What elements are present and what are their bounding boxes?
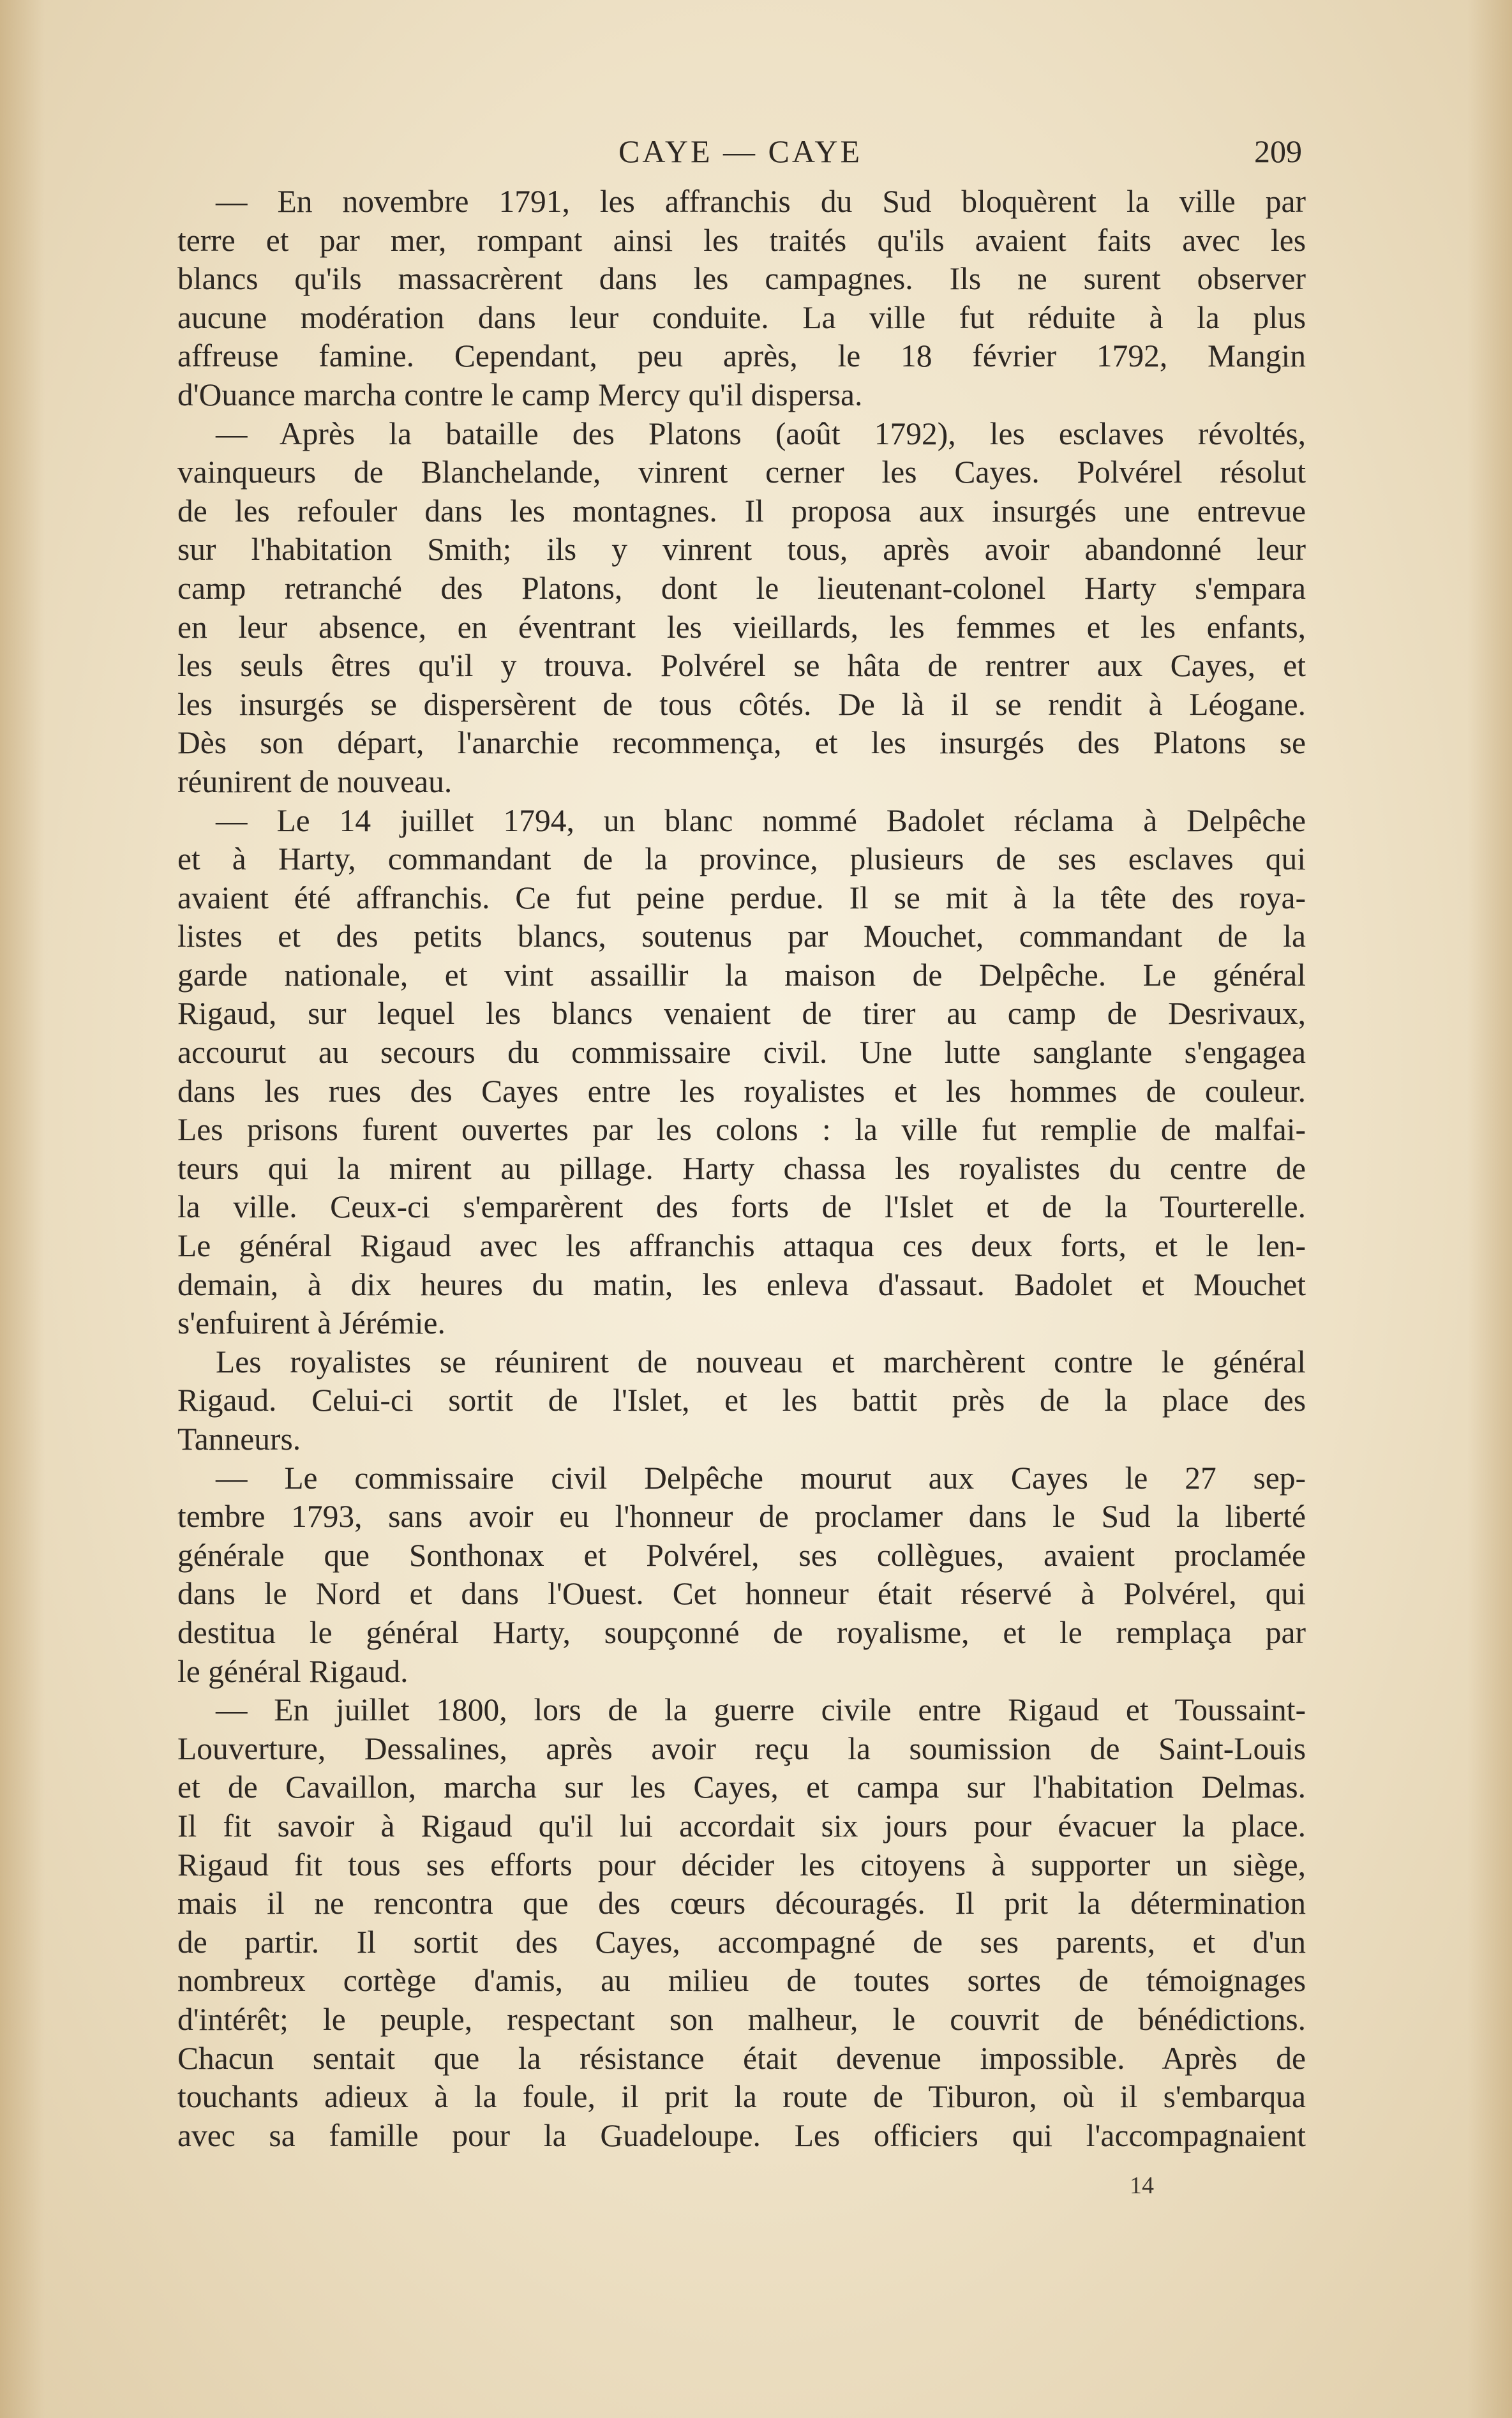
text-line: tembre 1793, sans avoir eu l'honneur de proclamer dans le Sud la liberté bbox=[177, 1499, 1306, 1535]
text-line: — En novembre 1791, les affranchis du Sud bloquèrent la ville par bbox=[216, 184, 1306, 219]
text-line: teurs qui la mirent au pillage. Harty chassa les royalistes du centre de bbox=[177, 1150, 1306, 1186]
text-line: Chacun sentait que la résistance était devenue impossible. Après de bbox=[177, 2040, 1306, 2076]
paragraph bbox=[177, 802, 1306, 1343]
page-edge-shadow-left bbox=[0, 0, 45, 2418]
text-line: les insurgés se dispersèrent de tous côtés. De là il se rendit à Léogane. bbox=[177, 686, 1306, 722]
text-line: — Après la bataille des Platons (août 1792), les esclaves révoltés, bbox=[216, 416, 1306, 451]
text-line: Les royalistes se réunirent de nouveau et marchèrent contre le général bbox=[216, 1344, 1306, 1379]
text-line: de partir. Il sortit des Cayes, accompagné de ses parents, et d'un bbox=[177, 1924, 1306, 1960]
text-line: — En juillet 1800, lors de la guerre civile entre Rigaud et Toussaint- bbox=[216, 1692, 1306, 1728]
text-line: garde nationale, et vint assaillir la maison de Delpêche. Le général bbox=[177, 957, 1306, 993]
text-line: Tanneurs. bbox=[177, 1422, 301, 1457]
page-number: 209 bbox=[1254, 133, 1302, 169]
text-line: — Le commissaire civil Delpêche mourut aux Cayes le 27 sep- bbox=[216, 1460, 1306, 1496]
text-line: accourut au secours du commissaire civil. Une lutte sanglante s'engagea bbox=[177, 1035, 1306, 1070]
page-header bbox=[179, 128, 1302, 179]
text-line: s'enfuirent à Jérémie. bbox=[177, 1305, 445, 1341]
text-line: sur l'habitation Smith; ils y vinrent tous, après avoir abandonné leur bbox=[177, 532, 1306, 567]
paragraph bbox=[177, 415, 1306, 802]
text-line: destitua le général Harty, soupçonné de royalisme, et le remplaça par bbox=[177, 1614, 1306, 1650]
text-line: Dès son départ, l'anarchie recommença, et les insurgés des Platons se bbox=[177, 725, 1306, 761]
text-line: en leur absence, en éventrant les vieillards, les femmes et les enfants, bbox=[177, 609, 1306, 645]
text-line: et de Cavaillon, marcha sur les Cayes, et campa sur l'habitation Delmas. bbox=[177, 1769, 1306, 1805]
text-line: blancs qu'ils massacrèrent dans les campagnes. Ils ne surent observer bbox=[177, 261, 1306, 297]
text-line: dans le Nord et dans l'Ouest. Cet honneur était réservé à Polvérel, qui bbox=[177, 1576, 1306, 1612]
paragraph bbox=[177, 1691, 1306, 2155]
text-line: nombreux cortège d'amis, au milieu de toutes sortes de témoignages bbox=[177, 1963, 1306, 1999]
paragraph bbox=[177, 183, 1306, 415]
text-line: de les refouler dans les montagnes. Il proposa aux insurgés une entrevue bbox=[177, 493, 1306, 529]
text-line: la ville. Ceux-ci s'emparèrent des forts de l'Islet et de la Tourterelle. bbox=[177, 1189, 1306, 1225]
text-line: les seuls êtres qu'il y trouva. Polvérel se hâta de rentrer aux Cayes, et bbox=[177, 648, 1306, 684]
text-line: réunirent de nouveau. bbox=[177, 763, 453, 799]
running-title: CAYE — CAYE bbox=[618, 133, 863, 169]
text-line: — Le 14 juillet 1794, un blanc nommé Badolet réclama à Delpêche bbox=[216, 802, 1306, 838]
text-line: affreuse famine. Cependant, peu après, le 18 février 1792, Mangin bbox=[177, 338, 1306, 374]
text-line: aucune modération dans leur conduite. La ville fut réduite à la plus bbox=[177, 299, 1306, 335]
text-line: dans les rues des Cayes entre les royalistes et les hommes de couleur. bbox=[177, 1073, 1306, 1109]
text-line: Rigaud fit tous ses efforts pour décider les citoyens à supporter un siège, bbox=[177, 1847, 1306, 1882]
text-line: vainqueurs de Blanchelande, vinrent cerner les Cayes. Polvérel résolut bbox=[177, 454, 1306, 490]
text-line: terre et par mer, rompant ainsi les traités qu'ils avaient faits avec les bbox=[177, 222, 1306, 258]
text-line: Il fit savoir à Rigaud qu'il lui accordait six jours pour évacuer la place. bbox=[177, 1808, 1306, 1844]
text-line: Rigaud. Celui-ci sortit de l'Islet, et les battit près de la place des bbox=[177, 1383, 1306, 1418]
paragraph bbox=[177, 1343, 1306, 1459]
text-line: avaient été affranchis. Ce fut peine perdue. Il se mit à la tête des roya- bbox=[177, 880, 1306, 915]
text-line: et à Harty, commandant de la province, plusieurs de ses esclaves qui bbox=[177, 841, 1306, 877]
signature-mark: 14 bbox=[1130, 2172, 1154, 2199]
text-line: Louverture, Dessalines, après avoir reçu la soumission de Saint-Louis bbox=[177, 1731, 1306, 1766]
text-line: le général Rigaud. bbox=[177, 1653, 408, 1689]
text-line: d'intérêt; le peuple, respectant son malheur, le couvrit de bénédictions. bbox=[177, 2001, 1306, 2037]
text-line: mais il ne rencontra que des cœurs découragés. Il prit la détermination bbox=[177, 1886, 1306, 1921]
text-line: Le général Rigaud avec les affranchis attaqua ces deux forts, et le len- bbox=[177, 1228, 1306, 1264]
text-line: touchants adieux à la foule, il prit la route de Tiburon, où il s'embarqua bbox=[177, 2079, 1306, 2115]
text-line: Les prisons furent ouvertes par les colons : la ville fut remplie de malfai- bbox=[177, 1112, 1306, 1148]
paragraph bbox=[177, 1459, 1306, 1692]
body-text bbox=[177, 183, 1306, 2155]
text-line: demain, à dix heures du matin, les enleva d'assaut. Badolet et Mouchet bbox=[177, 1266, 1306, 1302]
text-line: générale que Sonthonax et Polvérel, ses collègues, avaient proclamée bbox=[177, 1537, 1306, 1573]
text-line: d'Ouance marcha contre le camp Mercy qu'il dispersa. bbox=[177, 377, 863, 412]
text-line: avec sa famille pour la Guadeloupe. Les officiers qui l'accompagnaient bbox=[177, 2117, 1306, 2153]
text-line: Rigaud, sur lequel les blancs venaient de tirer au camp de Desrivaux, bbox=[177, 996, 1306, 1032]
text-line: camp retranché des Platons, dont le lieutenant-colonel Harty s'empara bbox=[177, 570, 1306, 606]
page-edge-shadow-right bbox=[1467, 0, 1512, 2418]
text-line: listes et des petits blancs, soutenus par Mouchet, commandant de la bbox=[177, 919, 1306, 954]
